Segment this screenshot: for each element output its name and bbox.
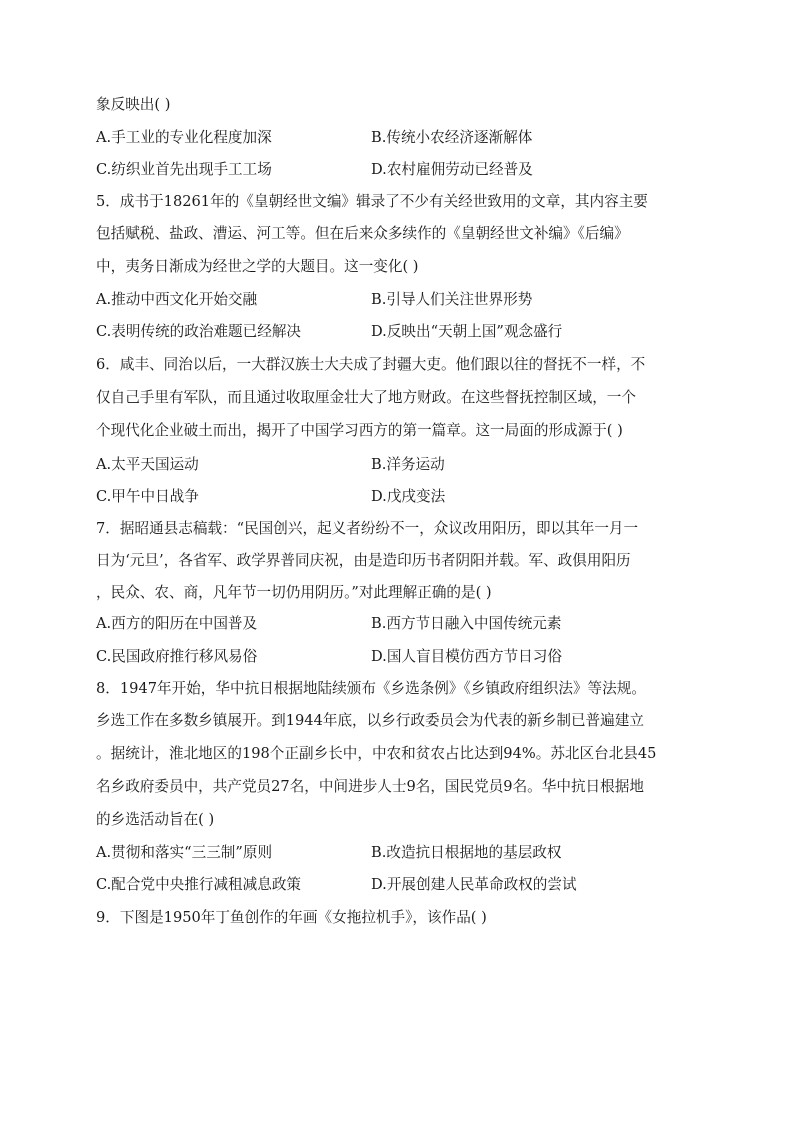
q8-option-a[interactable]: A.贯彻和落实“三三制”原则 — [96, 844, 273, 861]
q6-stem-line: 个现代化企业破土而出，揭开了中国学习西方的第一篇章。这一局面的形成源于( ) — [96, 422, 623, 439]
q8-stem-line: 。据统计，淮北地区的198个正副乡长中，中农和贫农占比达到94%。苏北区台北县45 — [96, 745, 657, 762]
q4-stem-tail: 象反映出( ) — [96, 96, 171, 113]
q8-stem-line: 8．1947年开始，华中抗日根据地陆续颁布《乡选条例》《乡镇政府组织法》等法规。 — [96, 680, 646, 697]
q5-option-a[interactable]: A.推动中西文化开始交融 — [96, 291, 258, 308]
q4-option-d[interactable]: D.农村雇佣劳动已经普及 — [371, 161, 533, 178]
q7-stem-line: ，民众、农、商，凡年节一切仍用阴历。”对此理解正确的是( ) — [96, 584, 492, 601]
q9-stem-line: 9．下图是1950年丁鱼创作的年画《女拖拉机手》，该作品( ) — [96, 909, 487, 926]
q5-option-d[interactable]: D.反映出“天朝上国”观念盛行 — [371, 323, 563, 340]
q8-option-c[interactable]: C.配合党中央推行减租减息政策 — [96, 876, 302, 893]
q8-stem-line: 名乡政府委员中，共产党员27名，中间进步人士9名，国民党员9名。华中抗日根据地 — [96, 778, 644, 795]
q4-option-c[interactable]: C.纺织业首先出现手工工场 — [96, 161, 272, 178]
q7-option-c[interactable]: C.民国政府推行移风易俗 — [96, 648, 258, 665]
q6-option-c[interactable]: C.甲午中日战争 — [96, 488, 199, 505]
q8-stem-line: 的乡选活动旨在( ) — [96, 811, 215, 828]
q7-stem-line: 7．据昭通县志稿载：“民国创兴，起义者纷纷不一，众议改用阳历，即以其年一月一 — [96, 520, 639, 537]
q7-option-a[interactable]: A.西方的阳历在中国普及 — [96, 615, 258, 632]
q4-option-a[interactable]: A.手工业的专业化程度加深 — [96, 129, 272, 146]
q8-option-d[interactable]: D.开展创建人民革命政权的尝试 — [371, 876, 577, 893]
q5-stem-line: 包括赋税、盐政、漕运、河工等。但在后来众多续作的《皇朝经世文补编》《后编》 — [96, 225, 629, 242]
q6-stem-line: 6．咸丰、同治以后，一大群汉族士大夫成了封疆大吏。他们跟以往的督抚不一样，不 — [96, 356, 646, 373]
q6-option-a[interactable]: A.太平天国运动 — [96, 456, 199, 473]
q8-stem-line: 乡选工作在多数乡镇展开。到1944年底，以乡行政委员会为代表的新乡制已普遍建立 — [96, 712, 644, 729]
q6-option-d[interactable]: D.戊戌变法 — [371, 488, 446, 505]
q5-option-b[interactable]: B.引导人们关注世界形势 — [371, 291, 533, 308]
q5-stem-line: 中，夷务日渐成为经世之学的大题目。这一变化( ) — [96, 258, 419, 275]
q5-option-c[interactable]: C.表明传统的政治难题已经解决 — [96, 323, 302, 340]
q6-stem-line: 仅自己手里有军队，而且通过收取厘金壮大了地方财政。在这些督抚控制区域，一个 — [96, 389, 636, 406]
q4-option-b[interactable]: B.传统小农经济逐渐解体 — [371, 129, 533, 146]
q8-option-b[interactable]: B.改造抗日根据地的基层政权 — [371, 844, 562, 861]
q7-stem-line: 日为‘元旦’，各省军、政学界普同庆祝，由是造印历书者阴阳并载。军、政俱用阳历 — [96, 552, 631, 569]
q7-option-b[interactable]: B.西方节日融入中国传统元素 — [371, 615, 562, 632]
q5-stem-line: 5．成书于18261年的《皇朝经世文编》辑录了不少有关经世致用的文章，其内容主要 — [96, 193, 648, 210]
q7-option-d[interactable]: D.国人盲目模仿西方节日习俗 — [371, 648, 562, 665]
q6-option-b[interactable]: B.洋务运动 — [371, 456, 445, 473]
